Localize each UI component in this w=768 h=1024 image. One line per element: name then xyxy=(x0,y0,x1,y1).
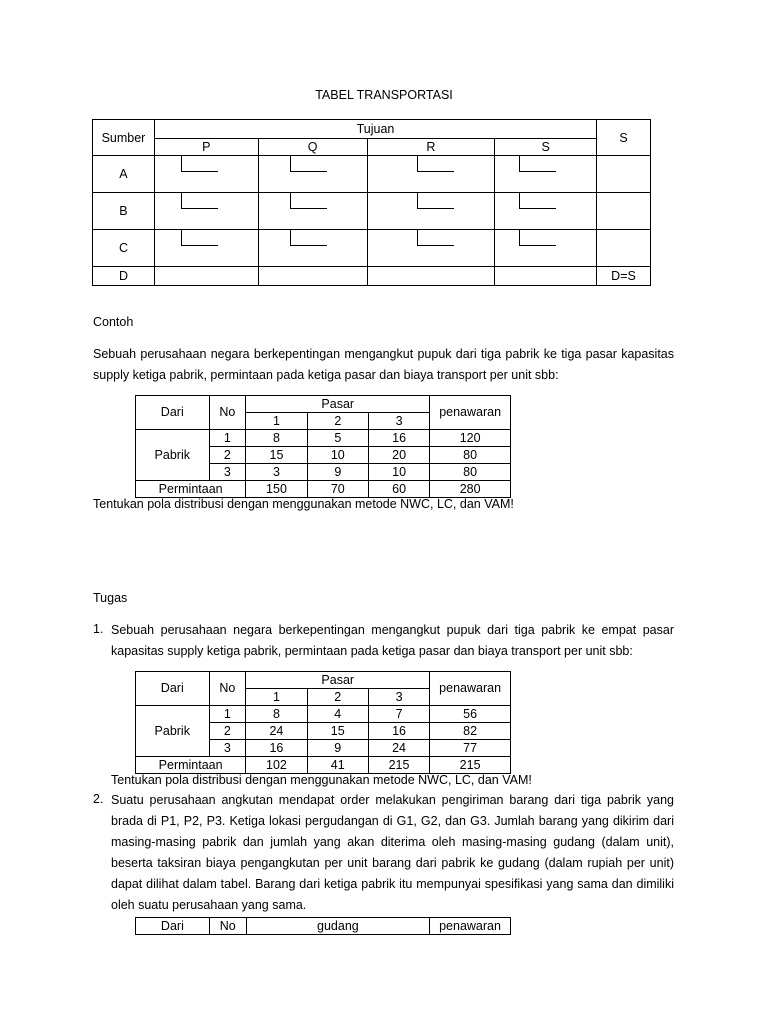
cell xyxy=(258,156,367,193)
cell-value: 16 xyxy=(246,740,307,757)
header-pasar-col: 3 xyxy=(368,689,429,706)
header-penawaran: penawaran xyxy=(430,396,511,430)
cell-value: 20 xyxy=(368,447,429,464)
section-heading-contoh: Contoh xyxy=(93,315,134,329)
header-sumber: Sumber xyxy=(93,120,155,156)
header-s: S xyxy=(597,120,651,156)
header-pasar-col: 2 xyxy=(307,413,368,430)
cell xyxy=(154,267,258,286)
page-title: TABEL TRANSPORTASI xyxy=(315,88,453,102)
cell-no: 3 xyxy=(209,740,246,757)
cell xyxy=(154,193,258,230)
cell-no: 1 xyxy=(209,430,246,447)
item-number: 2. xyxy=(93,792,104,806)
section-heading-tugas: Tugas xyxy=(93,591,128,605)
cell xyxy=(495,156,597,193)
header-gudang: gudang xyxy=(246,918,429,935)
balance-label: D=S xyxy=(597,267,651,286)
cell-value: 24 xyxy=(246,723,307,740)
cost-box xyxy=(519,155,556,172)
cost-box xyxy=(519,192,556,209)
cell-value: 102 xyxy=(246,757,307,774)
cost-box xyxy=(181,229,218,246)
cell xyxy=(495,193,597,230)
table-row xyxy=(93,267,651,286)
cell xyxy=(367,193,495,230)
supply-cell xyxy=(597,193,651,230)
header-dest: Q xyxy=(258,139,367,156)
cell xyxy=(495,267,597,286)
cell-value: 4 xyxy=(307,706,368,723)
cell-value: 150 xyxy=(246,481,307,498)
cost-box xyxy=(417,229,454,246)
cell xyxy=(367,156,495,193)
header-no: No xyxy=(209,672,246,706)
cell-value: 10 xyxy=(307,447,368,464)
table-row xyxy=(136,706,511,723)
header-dari: Dari xyxy=(136,672,210,706)
source-label: A xyxy=(93,156,155,193)
header-dest: P xyxy=(154,139,258,156)
cost-box xyxy=(290,155,327,172)
cell-no: 3 xyxy=(209,464,246,481)
cell xyxy=(258,230,367,267)
tugas-item1-instruction: Tentukan pola distribusi dengan menggunakan metode NWC, LC, dan VAM! xyxy=(111,773,532,787)
cell-value: 7 xyxy=(368,706,429,723)
transport-table xyxy=(92,119,651,286)
cell-value: 15 xyxy=(307,723,368,740)
cell-value: 16 xyxy=(368,430,429,447)
table-row xyxy=(136,757,511,774)
cost-box xyxy=(290,229,327,246)
footer-label: Permintaan xyxy=(136,481,246,498)
cost-box xyxy=(417,192,454,209)
header-pasar-col: 3 xyxy=(368,413,429,430)
cell-penawaran: 80 xyxy=(430,447,511,464)
tugas-item2-paragraph: Suatu perusahaan angkutan mendapat order melakukan pengiriman barang dari tiga pabrik yang brada di P1, P2, P3. Ketiga lokasi pergudangan di G1, G2, dan G3. Jumlah barang yang dikirim dari masing-masing pabrik dan jumlah yang akan diterima oleh masing-masing gudang (dalam unit), beserta taksiran biaya pengangkutan per unit barang dari pabrik ke gudang (dalam rupiah per unit) dapat dilihat dalam tabel. Barang dari ketiga pabrik itu mempunyai spesifikasi yang sama dan dimiliki oleh suatu perusahaan yang sama. xyxy=(111,793,674,912)
cell-penawaran: 80 xyxy=(430,464,511,481)
source-label: C xyxy=(93,230,155,267)
cell-value: 8 xyxy=(246,430,307,447)
cell xyxy=(495,230,597,267)
header-no: No xyxy=(209,918,246,935)
table-row xyxy=(93,193,651,230)
header-pasar-col: 1 xyxy=(246,413,307,430)
footer-total: 280 xyxy=(430,481,511,498)
cell-value: 215 xyxy=(368,757,429,774)
header-pasar-col: 1 xyxy=(246,689,307,706)
header-penawaran: penawaran xyxy=(430,918,511,935)
cell-value: 10 xyxy=(368,464,429,481)
header-dari: Dari xyxy=(136,918,210,935)
cell xyxy=(367,230,495,267)
cell-value: 9 xyxy=(307,740,368,757)
cell xyxy=(154,156,258,193)
cost-box xyxy=(181,155,218,172)
cost-box xyxy=(519,229,556,246)
source-label: B xyxy=(93,193,155,230)
cell-value: 16 xyxy=(368,723,429,740)
cell-penawaran: 82 xyxy=(430,723,511,740)
tugas1-table xyxy=(135,671,511,774)
cell-penawaran: 77 xyxy=(430,740,511,757)
header-dest: R xyxy=(367,139,495,156)
header-penawaran: penawaran xyxy=(430,672,511,706)
header-pasar: Pasar xyxy=(246,396,430,413)
cell-value: 41 xyxy=(307,757,368,774)
contoh-instruction: Tentukan pola distribusi dengan menggunakan metode NWC, LC, dan VAM! xyxy=(93,497,514,511)
contoh-paragraph: Sebuah perusahaan negara berkepentingan mengangkut pupuk dari tiga pabrik ke tiga pasar kapasitas supply ketiga pabrik, permintaan pada ketiga pasar dan biaya transport per unit sbb: xyxy=(93,347,674,382)
cell-value: 8 xyxy=(246,706,307,723)
footer-label: Permintaan xyxy=(136,757,246,774)
cell-value: 3 xyxy=(246,464,307,481)
cell xyxy=(154,230,258,267)
cell-no: 1 xyxy=(209,706,246,723)
cell-value: 70 xyxy=(307,481,368,498)
cell-value: 60 xyxy=(368,481,429,498)
cell-no: 2 xyxy=(209,723,246,740)
row-group-label: Pabrik xyxy=(136,706,210,757)
demand-label: D xyxy=(93,267,155,286)
table-row xyxy=(136,430,511,447)
cell-value: 5 xyxy=(307,430,368,447)
cell-penawaran: 56 xyxy=(430,706,511,723)
item-number: 1. xyxy=(93,622,104,636)
cost-box xyxy=(181,192,218,209)
cell xyxy=(367,267,495,286)
cell xyxy=(258,193,367,230)
cell xyxy=(258,267,367,286)
cell-value: 9 xyxy=(307,464,368,481)
contoh-table xyxy=(135,395,511,498)
table-row xyxy=(93,230,651,267)
header-dest: S xyxy=(495,139,597,156)
tugas2-table xyxy=(135,917,511,935)
table-row xyxy=(136,481,511,498)
header-dari: Dari xyxy=(136,396,210,430)
row-group-label: Pabrik xyxy=(136,430,210,481)
cost-box xyxy=(417,155,454,172)
header-pasar: Pasar xyxy=(246,672,430,689)
cell-no: 2 xyxy=(209,447,246,464)
cell-penawaran: 120 xyxy=(430,430,511,447)
supply-cell xyxy=(597,230,651,267)
cell-value: 24 xyxy=(368,740,429,757)
supply-cell xyxy=(597,156,651,193)
cell-value: 15 xyxy=(246,447,307,464)
footer-total: 215 xyxy=(430,757,511,774)
header-pasar-col: 2 xyxy=(307,689,368,706)
header-tujuan: Tujuan xyxy=(154,120,596,139)
tugas-item1-paragraph: Sebuah perusahaan negara berkepentingan mengangkut pupuk dari tiga pabrik ke empat pasar kapasitas supply ketiga pabrik, permintaan pada ketiga pasar dan biaya transport per unit sbb: xyxy=(111,623,674,658)
header-no: No xyxy=(209,396,246,430)
cost-box xyxy=(290,192,327,209)
table-row xyxy=(93,156,651,193)
